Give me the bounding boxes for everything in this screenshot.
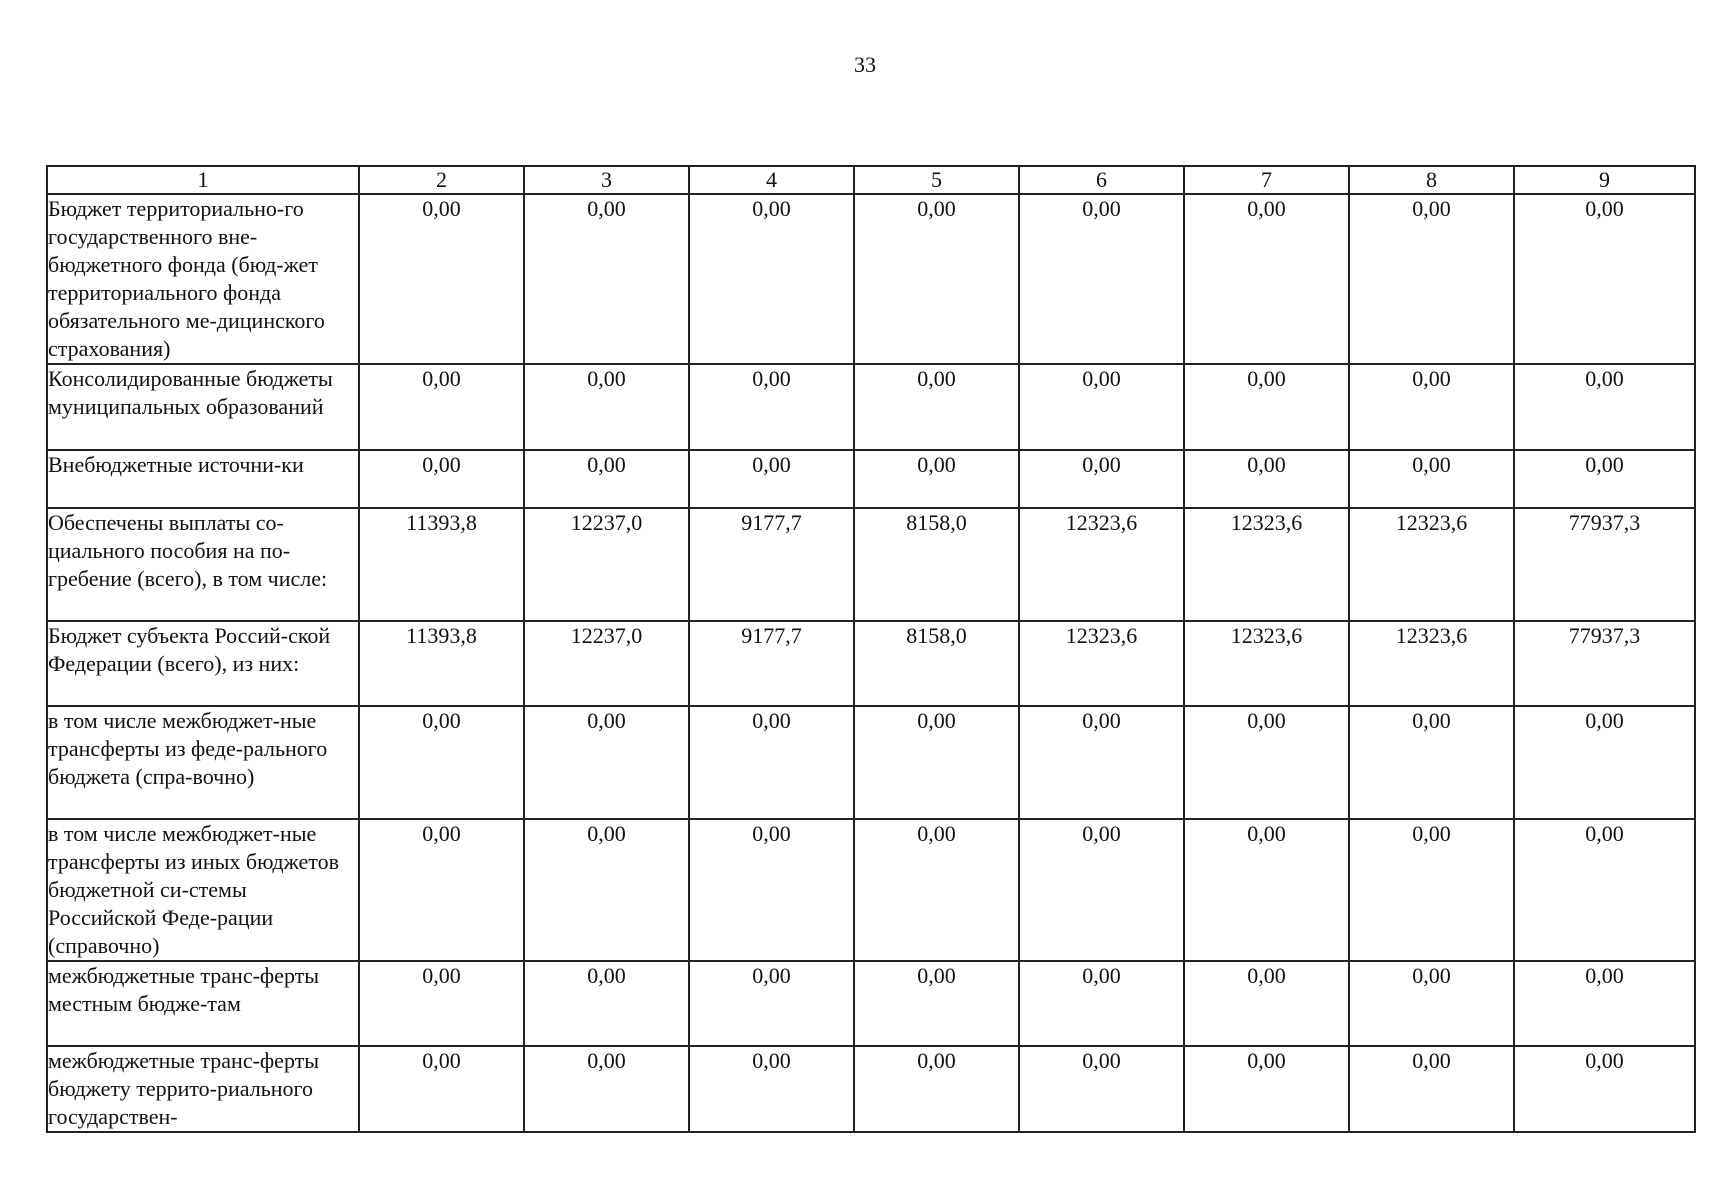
table-cell: 11393,8 xyxy=(359,508,524,621)
column-header: 7 xyxy=(1184,166,1349,194)
table-cell: 0,00 xyxy=(854,1046,1019,1132)
table-cell: 0,00 xyxy=(524,961,689,1046)
row-label: межбюджетные транс-ферты бюджету террито-риального государствен- xyxy=(47,1046,359,1132)
table-cell: 0,00 xyxy=(854,364,1019,450)
table-cell: 0,00 xyxy=(1019,819,1184,961)
table-cell: 0,00 xyxy=(1349,961,1514,1046)
table-cell: 0,00 xyxy=(524,450,689,508)
table-cell: 0,00 xyxy=(1019,364,1184,450)
table-cell: 0,00 xyxy=(689,819,854,961)
table-cell: 0,00 xyxy=(1019,450,1184,508)
table-cell: 8158,0 xyxy=(854,621,1019,706)
table-cell: 12323,6 xyxy=(1184,508,1349,621)
column-header: 1 xyxy=(47,166,359,194)
table-row xyxy=(47,194,1695,364)
table-cell: 0,00 xyxy=(689,450,854,508)
table-cell: 0,00 xyxy=(524,819,689,961)
budget-table xyxy=(46,165,1696,1133)
table-cell: 0,00 xyxy=(1184,706,1349,819)
table-header-row xyxy=(47,166,1695,194)
row-label: Бюджет субъекта Россий-ской Федерации (всего), из них: xyxy=(47,621,359,706)
table-cell: 12323,6 xyxy=(1184,621,1349,706)
table-cell: 0,00 xyxy=(1349,1046,1514,1132)
table-cell: 0,00 xyxy=(1184,1046,1349,1132)
table-cell: 0,00 xyxy=(1019,1046,1184,1132)
table-cell: 0,00 xyxy=(1514,819,1695,961)
table-cell: 0,00 xyxy=(1184,819,1349,961)
table-row xyxy=(47,1046,1695,1132)
table-cell: 0,00 xyxy=(854,819,1019,961)
table-cell: 0,00 xyxy=(854,706,1019,819)
table-row xyxy=(47,364,1695,450)
table-cell: 11393,8 xyxy=(359,621,524,706)
row-label: Обеспечены выплаты со-циального пособия на по-гребение (всего), в том числе: xyxy=(47,508,359,621)
row-label: в том числе межбюджет-ные трансферты из феде-рального бюджета (спра-вочно) xyxy=(47,706,359,819)
table-cell: 0,00 xyxy=(1349,706,1514,819)
table-cell: 77937,3 xyxy=(1514,621,1695,706)
table-cell: 0,00 xyxy=(1514,961,1695,1046)
table-cell: 0,00 xyxy=(1514,1046,1695,1132)
table-cell: 0,00 xyxy=(524,706,689,819)
table-cell: 0,00 xyxy=(524,1046,689,1132)
page-number: 33 xyxy=(854,52,876,77)
column-header: 9 xyxy=(1514,166,1695,194)
table-row xyxy=(47,961,1695,1046)
column-header: 6 xyxy=(1019,166,1184,194)
table-cell: 0,00 xyxy=(359,706,524,819)
table-cell: 0,00 xyxy=(359,1046,524,1132)
table-cell: 0,00 xyxy=(689,194,854,364)
table-cell: 0,00 xyxy=(359,194,524,364)
table-cell: 0,00 xyxy=(1184,450,1349,508)
row-label: в том числе межбюджет-ные трансферты из иных бюджетов бюджетной си-стемы Российской Феде-рации (справочно) xyxy=(47,819,359,961)
table-cell: 0,00 xyxy=(359,819,524,961)
column-header: 5 xyxy=(854,166,1019,194)
table-cell: 8158,0 xyxy=(854,508,1019,621)
table-cell: 0,00 xyxy=(1349,450,1514,508)
table-cell: 0,00 xyxy=(1349,194,1514,364)
table-cell: 0,00 xyxy=(359,364,524,450)
table-row xyxy=(47,706,1695,819)
table-row xyxy=(47,621,1695,706)
table-cell: 0,00 xyxy=(689,1046,854,1132)
table-cell: 12323,6 xyxy=(1349,508,1514,621)
table-cell: 0,00 xyxy=(689,961,854,1046)
table-row xyxy=(47,819,1695,961)
column-header: 2 xyxy=(359,166,524,194)
table-cell: 12237,0 xyxy=(524,508,689,621)
table-cell: 0,00 xyxy=(854,450,1019,508)
table-cell: 0,00 xyxy=(359,450,524,508)
column-header: 3 xyxy=(524,166,689,194)
table-cell: 0,00 xyxy=(1349,364,1514,450)
row-label: межбюджетные транс-ферты местным бюдже-там xyxy=(47,961,359,1046)
table-cell: 0,00 xyxy=(1019,961,1184,1046)
table-cell: 0,00 xyxy=(854,961,1019,1046)
table-cell: 0,00 xyxy=(1514,450,1695,508)
table-cell: 9177,7 xyxy=(689,621,854,706)
column-header: 8 xyxy=(1349,166,1514,194)
table-cell: 12237,0 xyxy=(524,621,689,706)
table-cell: 0,00 xyxy=(689,706,854,819)
table-cell: 0,00 xyxy=(1514,706,1695,819)
table-cell: 12323,6 xyxy=(1349,621,1514,706)
table-cell: 0,00 xyxy=(689,364,854,450)
table-cell: 0,00 xyxy=(1514,194,1695,364)
row-label: Бюджет территориально-го государственного вне-бюджетного фонда (бюд-жет территориального фонда обязательного ме-дицинского страхования) xyxy=(47,194,359,364)
table-cell: 0,00 xyxy=(1184,194,1349,364)
table-cell: 0,00 xyxy=(1019,194,1184,364)
table-cell: 0,00 xyxy=(524,194,689,364)
table-cell: 0,00 xyxy=(1514,364,1695,450)
table-cell: 0,00 xyxy=(1184,961,1349,1046)
table-cell: 12323,6 xyxy=(1019,621,1184,706)
table-cell: 77937,3 xyxy=(1514,508,1695,621)
table-cell: 0,00 xyxy=(854,194,1019,364)
column-header: 4 xyxy=(689,166,854,194)
table-row xyxy=(47,508,1695,621)
table-row xyxy=(47,450,1695,508)
table-cell: 9177,7 xyxy=(689,508,854,621)
row-label: Консолидированные бюджеты муниципальных образований xyxy=(47,364,359,450)
table-cell: 0,00 xyxy=(1184,364,1349,450)
table-cell: 0,00 xyxy=(524,364,689,450)
row-label: Внебюджетные источни-ки xyxy=(47,450,359,508)
table-cell: 0,00 xyxy=(359,961,524,1046)
table-cell: 0,00 xyxy=(1019,706,1184,819)
table-cell: 12323,6 xyxy=(1019,508,1184,621)
table-cell: 0,00 xyxy=(1349,819,1514,961)
